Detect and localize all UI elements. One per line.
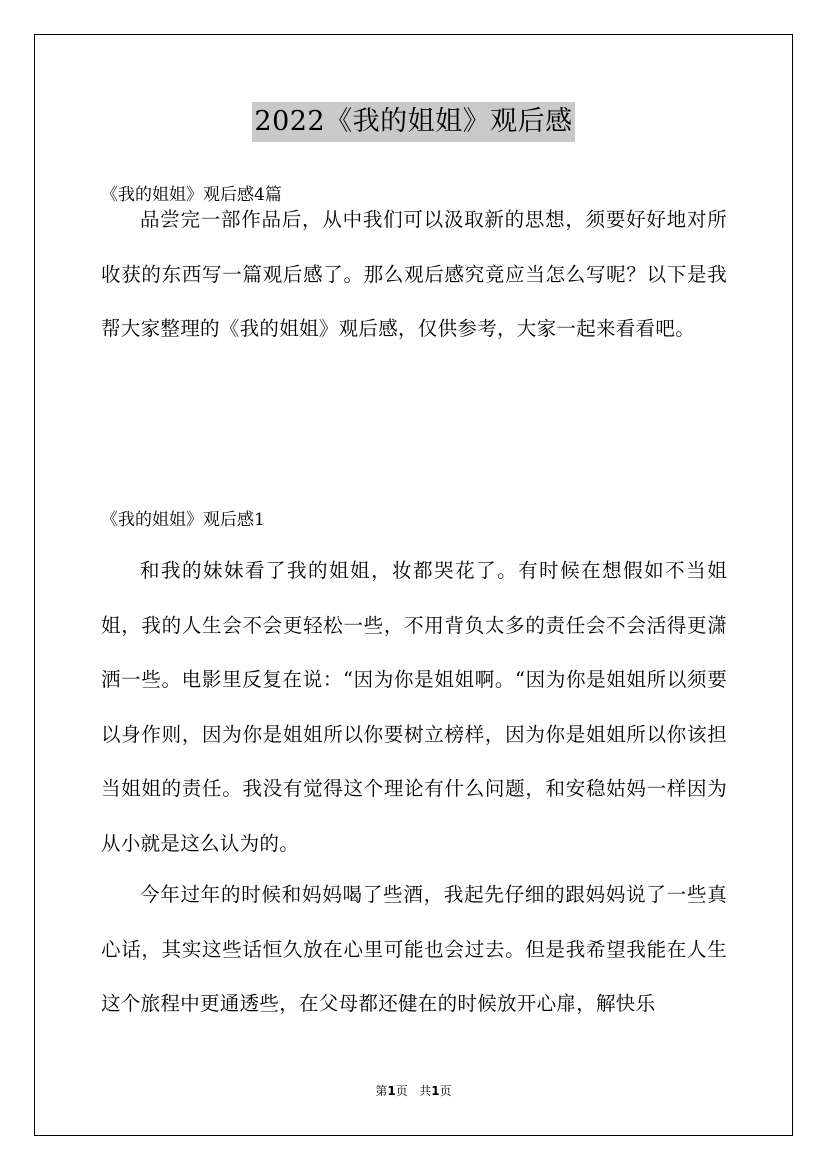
total-pages: 1 bbox=[431, 1084, 440, 1098]
document-subtitle: 《我的姐姐》观后感4篇 bbox=[101, 185, 282, 205]
document-title: 2022《我的姐姐》观后感 bbox=[252, 102, 574, 142]
total-label-suffix: 页 bbox=[439, 1084, 452, 1098]
page-label-prefix: 第 bbox=[375, 1084, 388, 1098]
page-number: 1 bbox=[387, 1084, 396, 1098]
total-label-prefix: 共 bbox=[419, 1084, 432, 1098]
title-container bbox=[0, 102, 827, 142]
page-label-suffix: 页 bbox=[395, 1084, 408, 1098]
body-paragraph-1: 和我的妹妹看了我的姐姐，妆都哭花了。有时候在想假如不当姐姐，我的人生会不会更轻松一些，不用背负太多的责任会不会活得更潇洒一些。电影里反复在说：“因为你是姐姐啊。“因为你是姐姐所以须要以身作则，因为你是姐姐所以你要树立榜样，因为你是姐姐所以你该担当姐姐的责任。我没有觉得这个理论有什么问题，和安稳姑妈一样因为从小就是这么认为的。 bbox=[101, 559, 727, 855]
page-footer bbox=[0, 1082, 827, 1100]
section-heading: 《我的姐姐》观后感1 bbox=[101, 510, 265, 530]
intro-paragraph: 品尝完一部作品后，从中我们可以汲取新的思想，须要好好地对所收获的东西写一篇观后感了。那么观后感究竟应当怎么写呢？以下是我帮大家整理的《我的姐姐》观后感，仅供参考，大家一起来看看吧。 bbox=[101, 208, 727, 341]
body-paragraph-2: 今年过年的时候和妈妈喝了些酒，我起先仔细的跟妈妈说了一些真心话，其实这些话恒久放在心里可能也会过去。但是我希望我能在人生这个旅程中更通透些，在父母都还健在的时候放开心扉，解快乐 bbox=[101, 883, 727, 1016]
